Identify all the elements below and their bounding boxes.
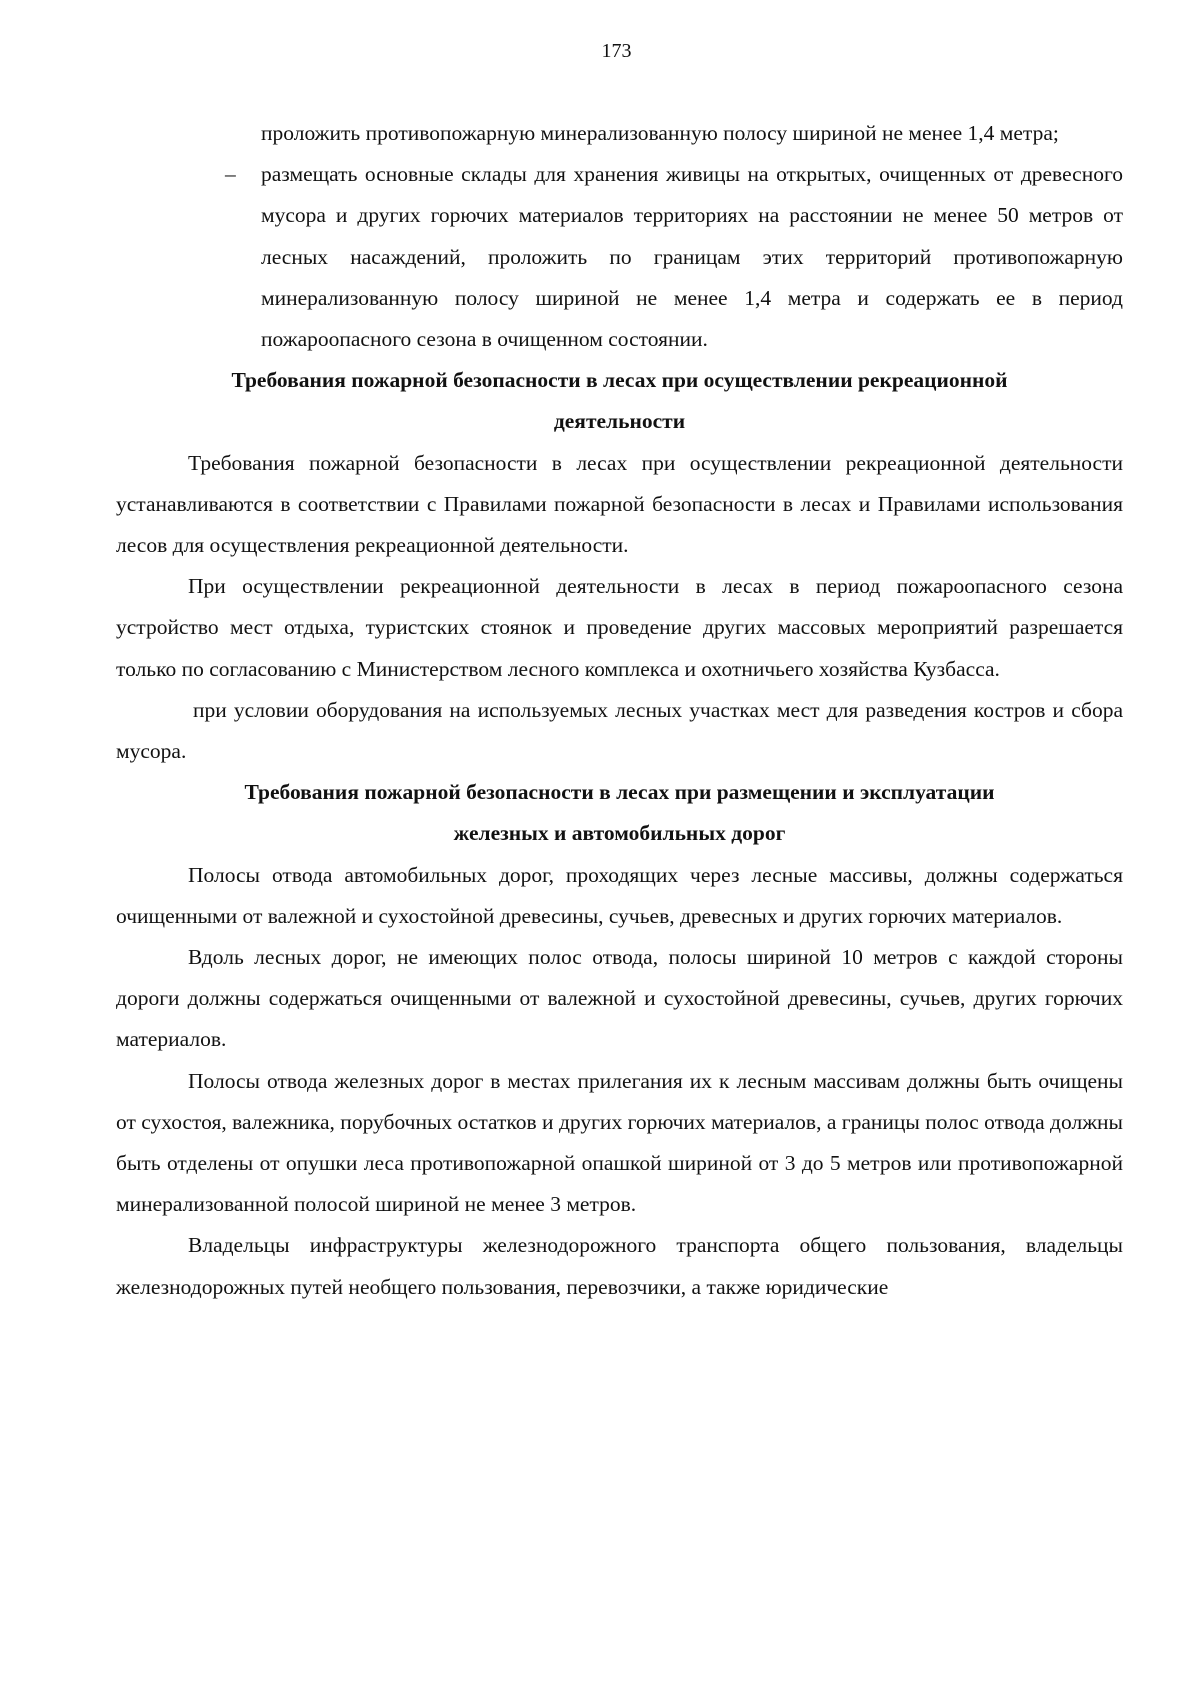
list-item: проложить противопожарную минерализованную полосу шириной не менее 1,4 метра;	[261, 121, 1059, 145]
list-continuation	[116, 113, 1123, 360]
heading-line: деятельности	[553, 409, 686, 434]
paragraph: При осуществлении рекреационной деятельности в лесах в период пожароопасного сезона устройство мест отдыха, туристских стоянок и проведение других массовых мероприятий разрешается только по согласованию с Министерством лесного комплекса и охотничьего хозяйства Кузбасса.	[116, 574, 1123, 681]
list-item	[225, 154, 1123, 360]
heading-line: Требования пожарной безопасности в лесах при размещении и эксплуатации	[244, 780, 995, 805]
heading-line: железных и автомобильных дорог	[453, 821, 786, 846]
paragraph: Полосы отвода железных дорог в местах прилегания их к лесным массивам должны быть очищены от сухостоя, валежника, порубочных остатков и других горючих материалов, а границы полос отвода должны быть отделены от опушки леса противопожарной опашкой шириной от 3 до 5 метров или противопожарной минерализованной полосой шириной не менее 3 метров.	[116, 1068, 1123, 1217]
paragraph: Владельцы инфраструктуры железнодорожного транспорта общего пользования, владельцы железнодорожных путей необщего пользования, перевозчики, а также юридические	[116, 1233, 1123, 1299]
section-heading-recreation	[116, 360, 1123, 442]
paragraph: Полосы отвода автомобильных дорог, проходящих через лесные массивы, должны содержаться очищенными от валежной и сухостойной древесины, сучьев, древесных и других горючих материалов.	[116, 862, 1123, 928]
section-heading-roads	[116, 772, 1123, 854]
heading-line: Требования пожарной безопасности в лесах при осуществлении рекреационной	[231, 368, 1008, 393]
dash-bullet: –	[225, 162, 236, 187]
paragraph: при условии оборудования на используемых лесных участках мест для разведения костров и сбора мусора.	[116, 697, 1123, 764]
page-content	[116, 113, 1123, 1308]
list-item-text: размещать основные склады для хранения живицы на открытых, очищенных от древесного мусора и других горючих материалов территориях на расстоянии не менее 50 метров от лесных насаждений, проложить по границам этих территорий противопожарную минерализованную полосу шириной не менее 1,4 метра и содержать ее в период пожароопасного сезона в очищенном состоянии.	[261, 162, 1123, 352]
page-number: 173	[601, 40, 632, 62]
paragraph: Вдоль лесных дорог, не имеющих полос отвода, полосы шириной 10 метров с каждой стороны дороги должны содержаться очищенными от валежной и сухостойной древесины, сучьев, других горючих материалов.	[116, 945, 1123, 1052]
paragraph: Требования пожарной безопасности в лесах при осуществлении рекреационной деятельности устанавливаются в соответствии с Правилами пожарной безопасности в лесах и Правилами использования лесов для осуществления рекреационной деятельности.	[116, 450, 1123, 558]
